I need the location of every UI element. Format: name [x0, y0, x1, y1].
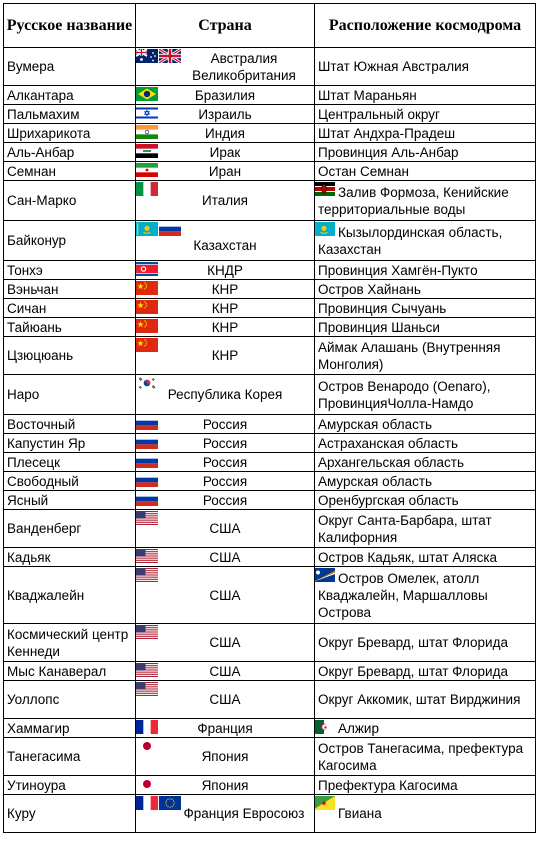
country-flags [136, 416, 158, 430]
country-name: КНДР [207, 262, 243, 278]
table-row [4, 280, 536, 299]
country-flags [136, 163, 158, 177]
location-cell [315, 337, 536, 375]
flag-south-korea-icon [136, 376, 158, 390]
cosmodrome-name: Плесецк [4, 453, 136, 472]
flag-china-icon [136, 338, 158, 352]
location-cell [315, 221, 536, 261]
header-country: Страна [136, 4, 315, 48]
location-cell [315, 510, 536, 548]
country-name: Республика Корея [167, 387, 283, 402]
cosmodrome-name: Капустин Яр [4, 434, 136, 453]
cosmodrome-name: Космический центр Кеннеди [4, 624, 136, 662]
table-row [4, 415, 536, 434]
cosmodrome-name: Пальмахим [4, 105, 136, 124]
location-text: Провинция Аль-Анбар [318, 144, 459, 160]
cosmodrome-name: Сичан [4, 299, 136, 318]
country-cell [136, 124, 315, 143]
flag-eu-icon [159, 796, 181, 810]
location-text: Архангельская область [318, 454, 465, 470]
country-name: США [209, 663, 241, 679]
cosmodrome-name: Вумера [4, 48, 136, 86]
location-cell [315, 738, 536, 776]
country-cell [136, 337, 315, 375]
location-text: Амурская область [318, 473, 433, 489]
table-row [4, 434, 536, 453]
location-text: Префектура Кагосима [318, 777, 458, 793]
location-text: Провинция Шаньси [318, 319, 440, 335]
flag-france-icon [136, 796, 158, 810]
country-cell [136, 472, 315, 491]
table-row [4, 318, 536, 337]
country-flags [136, 739, 158, 753]
location-text: Залив Формоза, Кенийские территориальные воды [318, 184, 509, 217]
flag-australia-icon [136, 49, 158, 63]
table-row [4, 261, 536, 280]
country-flags [136, 473, 158, 487]
location-cell [315, 472, 536, 491]
location-text: Остров Кадьяк, штат Аляска [318, 549, 498, 565]
location-cell [315, 491, 536, 510]
cosmodrome-name: Наро [4, 375, 136, 415]
country-cell [136, 719, 315, 738]
country-cell [136, 299, 315, 318]
flag-russia-icon [159, 222, 181, 236]
cosmodrome-name: Цзюцюань [4, 337, 136, 375]
table-row [4, 567, 536, 624]
flag-china-icon [136, 281, 158, 295]
table-row [4, 86, 536, 105]
cosmodrome-name: Ясный [4, 491, 136, 510]
location-cell [315, 181, 536, 221]
location-cell [315, 86, 536, 105]
flag-north-korea-icon [136, 262, 158, 276]
cosmodrome-name: Вэньчан [4, 280, 136, 299]
country-flags [136, 338, 158, 352]
table-row [4, 375, 536, 415]
location-text: Штат Южная Австралия [318, 59, 469, 74]
table-row [4, 143, 536, 162]
location-text: Гвиана [338, 806, 382, 821]
location-text: Остан Семнан [318, 163, 409, 179]
table-row [4, 624, 536, 662]
flag-usa-icon [136, 663, 158, 677]
location-cell [315, 415, 536, 434]
country-name: КНР [211, 281, 239, 297]
cosmodrome-name: Шрихарикота [4, 124, 136, 143]
country-cell [136, 105, 315, 124]
table-row [4, 337, 536, 375]
flag-japan-icon [136, 777, 158, 791]
country-flags [136, 511, 158, 525]
flag-japan-icon [136, 739, 158, 753]
country-cell [136, 624, 315, 662]
cosmodrome-name: Танегасима [4, 738, 136, 776]
country-flags [136, 281, 158, 295]
flag-usa-icon [136, 568, 158, 582]
location-flag [315, 796, 336, 810]
location-cell [315, 662, 536, 681]
country-flags [136, 435, 158, 449]
country-flags [136, 777, 158, 791]
country-name: Израиль [198, 106, 252, 122]
country-name: КНР [211, 300, 239, 316]
flag-israel-icon [136, 106, 158, 120]
cosmodrome-name: Ванденберг [4, 510, 136, 548]
flag-uk-icon [159, 49, 181, 63]
table-row [4, 124, 536, 143]
country-cell [136, 776, 315, 795]
table-row [4, 795, 536, 833]
location-text: Округ Санта-Барбара, штат Калифорния [318, 512, 492, 545]
country-cell [136, 280, 315, 299]
cosmodrome-name: Уоллопс [4, 681, 136, 719]
flag-france-icon [136, 720, 158, 734]
location-text: Штат Мараньян [318, 87, 417, 103]
cosmodrome-name: Утиноура [4, 776, 136, 795]
location-cell [315, 375, 536, 415]
flag-iraq-icon [136, 144, 158, 158]
cosmodrome-name: Тонхэ [4, 261, 136, 280]
location-text: Амурская область [318, 416, 433, 432]
location-text: Аймак Алашань (Внутренняя Монголия) [318, 339, 501, 372]
cosmodrome-name: Сан-Марко [4, 181, 136, 221]
cosmodrome-name: Аль-Анбар [4, 143, 136, 162]
table-row [4, 719, 536, 738]
table-row [4, 776, 536, 795]
country-cell [136, 795, 315, 833]
flag-french-guiana-icon [315, 796, 336, 810]
flag-italy-icon [136, 182, 158, 196]
location-text: Центральный округ [318, 106, 440, 122]
country-flags [136, 492, 158, 506]
flag-kazakhstan-icon [315, 222, 336, 236]
country-name: Россия [202, 473, 248, 489]
table-row [4, 299, 536, 318]
table-row [4, 105, 536, 124]
location-text: Округ Аккомик, штат Вирджиния [318, 692, 521, 707]
country-cell [136, 434, 315, 453]
country-flags [136, 87, 158, 101]
table-row [4, 491, 536, 510]
location-cell [315, 143, 536, 162]
flag-russia-icon [136, 454, 158, 468]
country-name: Австралия Великобритания [192, 50, 296, 83]
table-row [4, 221, 536, 261]
country-flags [136, 222, 181, 236]
flag-iran-icon [136, 163, 158, 177]
country-name: Япония [201, 749, 249, 764]
location-text: Алжир [338, 720, 379, 736]
table-body [4, 48, 536, 833]
country-name: США [209, 549, 241, 565]
country-name: Ирак [209, 144, 241, 160]
country-name: Индия [205, 125, 245, 141]
country-cell [136, 261, 315, 280]
country-cell [136, 567, 315, 624]
country-cell [136, 491, 315, 510]
country-flags [136, 49, 181, 63]
table-row [4, 662, 536, 681]
location-text: Провинция Сычуань [318, 300, 447, 316]
location-cell [315, 795, 536, 833]
location-cell [315, 548, 536, 567]
table-row [4, 162, 536, 181]
country-name: Франция Евросоюз [183, 806, 305, 821]
location-text: Оренбургская область [318, 492, 459, 508]
header-name: Русское название [4, 4, 136, 48]
cosmodrome-name: Хаммагир [4, 719, 136, 738]
country-name: Франция [197, 720, 253, 736]
country-cell [136, 48, 315, 86]
cosmodrome-name: Свободный [4, 472, 136, 491]
country-cell [136, 162, 315, 181]
flag-india-icon [136, 125, 158, 139]
cosmodrome-name: Кваджалейн [4, 567, 136, 624]
location-cell [315, 776, 536, 795]
table-row [4, 453, 536, 472]
country-flags [136, 796, 181, 810]
cosmodrome-name: Куру [4, 795, 136, 833]
cosmodrome-name: Мыс Канаверал [4, 662, 136, 681]
location-cell [315, 719, 536, 738]
location-cell [315, 453, 536, 472]
cosmodrome-name: Тайюань [4, 318, 136, 337]
country-cell [136, 548, 315, 567]
location-cell [315, 299, 536, 318]
location-cell [315, 567, 536, 624]
table-row [4, 510, 536, 548]
cosmodrome-name: Байконур [4, 221, 136, 261]
flag-usa-icon [136, 549, 158, 563]
cosmodrome-name: Семнан [4, 162, 136, 181]
table-row [4, 738, 536, 776]
country-flags [136, 625, 158, 639]
location-text: Кызылординская область, Казахстан [318, 224, 503, 257]
country-flags [136, 319, 158, 333]
country-flags [136, 682, 158, 696]
location-text: Провинция Хамгён-Пуктo [318, 262, 478, 278]
country-cell [136, 318, 315, 337]
country-flags [136, 376, 158, 390]
country-flags [136, 663, 158, 677]
country-cell [136, 181, 315, 221]
flag-algeria-icon [315, 720, 336, 734]
country-cell [136, 415, 315, 434]
country-flags [136, 720, 158, 734]
location-cell [315, 48, 536, 86]
flag-usa-icon [136, 625, 158, 639]
flag-usa-icon [136, 682, 158, 696]
location-text: Остров Хайнань [318, 281, 421, 297]
location-flag [315, 182, 336, 196]
header-place: Расположение космодрома [315, 4, 536, 48]
country-name: США [209, 635, 241, 650]
location-cell [315, 318, 536, 337]
flag-russia-icon [136, 435, 158, 449]
location-text: Округ Бревард, штат Флорида [318, 635, 508, 650]
flag-china-icon [136, 319, 158, 333]
country-cell [136, 453, 315, 472]
country-cell [136, 510, 315, 548]
flag-russia-icon [136, 473, 158, 487]
country-name: Япония [201, 777, 249, 793]
country-flags [136, 182, 158, 196]
header-row [4, 4, 536, 48]
flag-usa-icon [136, 511, 158, 525]
country-flags [136, 262, 158, 276]
country-cell [136, 221, 315, 261]
location-text: Остров Омелек, атолл Кваджалейн, Маршалловы Острова [318, 570, 488, 620]
location-text: Остров Танегасима, префектура Кагосима [318, 740, 524, 773]
location-cell [315, 162, 536, 181]
flag-kazakhstan-icon [136, 222, 158, 236]
country-cell [136, 375, 315, 415]
country-flags [136, 125, 158, 139]
cosmodrome-name: Кадьяк [4, 548, 136, 567]
country-name: США [209, 587, 241, 603]
location-cell [315, 105, 536, 124]
flag-russia-icon [136, 416, 158, 430]
country-name: Россия [202, 454, 248, 470]
country-flags [136, 106, 158, 120]
cosmodrome-name: Алкантара [4, 86, 136, 105]
country-name: Россия [202, 492, 248, 508]
table-row [4, 181, 536, 221]
country-name: США [209, 521, 241, 536]
country-cell [136, 738, 315, 776]
table-row [4, 681, 536, 719]
location-text: Округ Бревард, штат Флорида [318, 663, 508, 679]
flag-marshall-islands-icon [315, 568, 336, 582]
location-cell [315, 124, 536, 143]
country-name: Казахстан [193, 238, 257, 253]
country-cell [136, 86, 315, 105]
country-name: Бразилия [194, 87, 256, 103]
country-name: Россия [202, 435, 248, 451]
country-name: Иран [208, 163, 242, 179]
country-name: Италия [202, 193, 248, 208]
country-cell [136, 681, 315, 719]
location-cell [315, 280, 536, 299]
country-flags [136, 568, 158, 582]
location-flag [315, 720, 336, 734]
flag-kenya-icon [315, 182, 336, 196]
country-cell [136, 662, 315, 681]
cosmodromes-table [3, 3, 536, 833]
country-flags [136, 300, 158, 314]
country-flags [136, 144, 158, 158]
location-cell [315, 434, 536, 453]
location-text: Остров Венародо (Oenaro), ПровинцияЧолла-Намдо [318, 378, 491, 411]
location-text: Штат Андхра-Прадеш [318, 125, 456, 141]
country-cell [136, 143, 315, 162]
table-row [4, 548, 536, 567]
location-cell [315, 624, 536, 662]
country-name: США [209, 692, 241, 707]
flag-china-icon [136, 300, 158, 314]
country-name: КНР [211, 319, 239, 335]
location-cell [315, 681, 536, 719]
country-name: Россия [202, 416, 248, 432]
table-row [4, 472, 536, 491]
location-flag [315, 222, 336, 236]
cosmodrome-name: Восточный [4, 415, 136, 434]
country-name: КНР [211, 348, 239, 363]
flag-russia-icon [136, 492, 158, 506]
location-flag [315, 568, 336, 582]
table-row [4, 48, 536, 86]
location-text: Астраханская область [318, 435, 459, 451]
country-flags [136, 549, 158, 563]
flag-brazil-icon [136, 87, 158, 101]
country-flags [136, 454, 158, 468]
location-cell [315, 261, 536, 280]
